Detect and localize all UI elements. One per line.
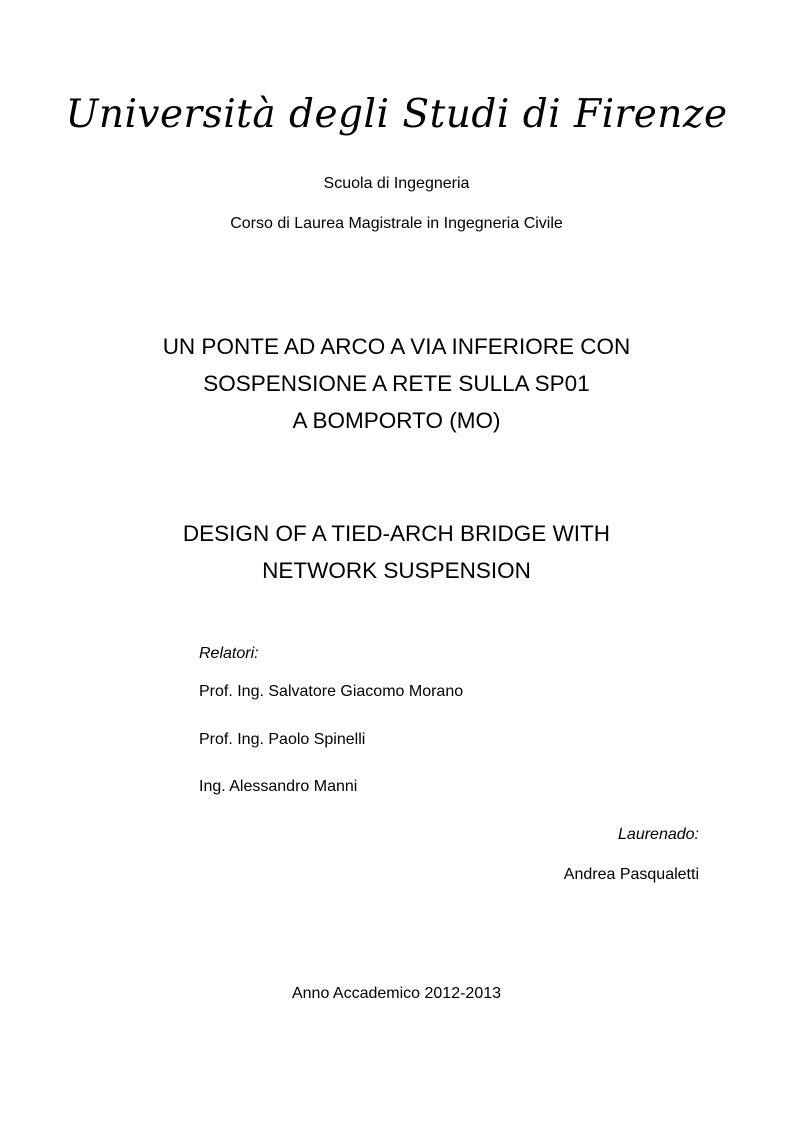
advisor-name: Prof. Ing. Paolo Spinelli [199,731,366,748]
title-en-line-1: DESIGN OF A TIED-ARCH BRIDGE WITH [182,521,611,546]
university-name: Università degli Studi di Firenze [65,92,728,137]
title-it-line-3: A BOMPORTO (MO) [292,408,501,433]
advisor-name: Ing. Alessandro Manni [199,778,358,795]
advisor-name: Prof. Ing. Salvatore Giacomo Morano [199,683,464,700]
title-en-line-2: NETWORK SUSPENSION [262,558,531,583]
title-it-line-2: SOSPENSIONE A RETE SULLA SP01 [203,371,590,396]
graduate-name: Andrea Pasqualetti [563,866,699,883]
title-it-line-1: UN PONTE AD ARCO A VIA INFERIORE CON [162,334,631,359]
school-name: Scuola di Ingegneria [323,175,470,192]
graduate-label: Laurenado: [618,826,699,843]
advisors-label: Relatori: [199,645,259,662]
course-name: Corso di Laurea Magistrale in Ingegneria Civile [230,215,563,232]
academic-year: Anno Accademico 2012-2013 [291,985,502,1002]
